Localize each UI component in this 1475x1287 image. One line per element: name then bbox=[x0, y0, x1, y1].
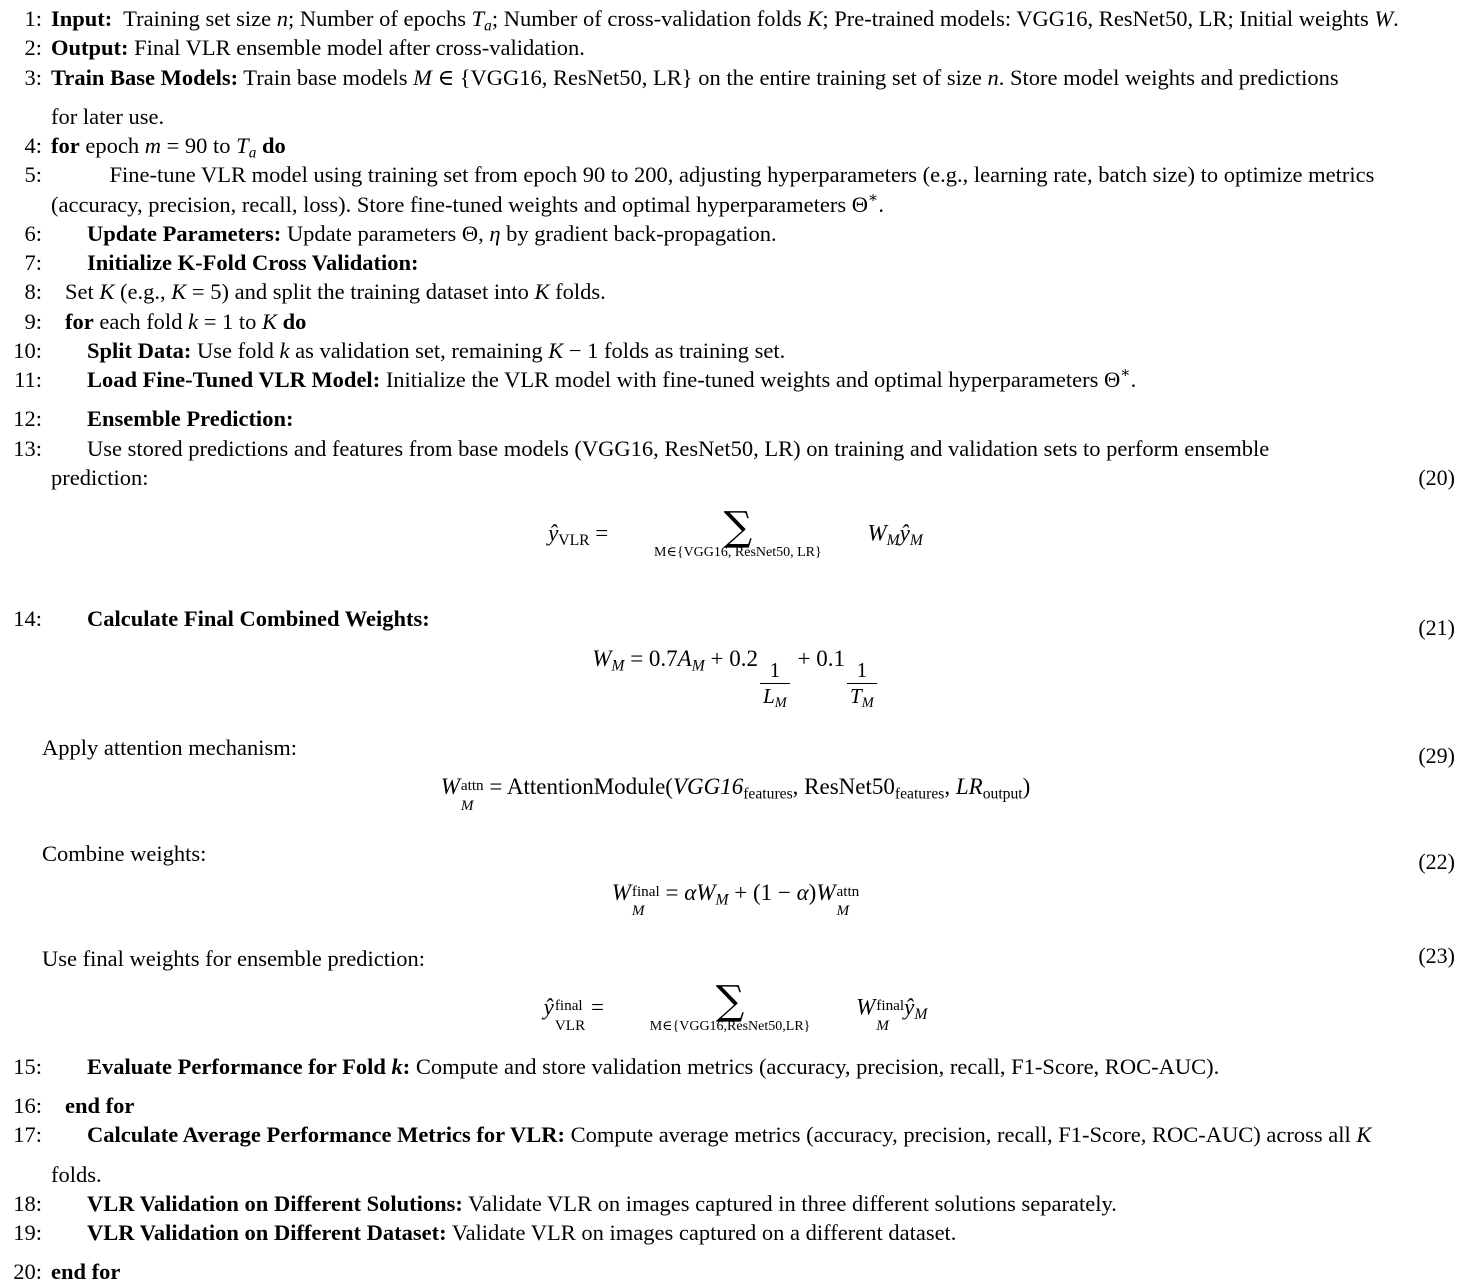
step-number: 19: bbox=[13, 1220, 42, 1246]
spacer bbox=[6, 707, 1465, 733]
algorithm-step-17 bbox=[6, 1120, 1465, 1149]
sum-subscript: M∈{VGG16,ResNet50,LR} bbox=[649, 1018, 811, 1034]
sum-glyph: ∑ bbox=[715, 977, 745, 1024]
algorithm-step-4 bbox=[6, 131, 1465, 160]
sub-sup-final-2: final M bbox=[876, 996, 905, 1034]
step-number: 7: bbox=[24, 250, 42, 275]
algorithm-step-2 bbox=[6, 33, 1465, 62]
equation-number-20: (20) bbox=[1418, 465, 1455, 490]
algorithm-step-10 bbox=[6, 336, 1465, 365]
algorithm-step-13 bbox=[6, 434, 1465, 463]
step-number: 5: bbox=[24, 162, 42, 188]
sub-sup-final: final M bbox=[631, 882, 660, 920]
step-number: 6: bbox=[24, 220, 42, 246]
step-content: Calculate Average Performance Metrics for VLR: Compute average metrics (accuracy, precision, recall, F1-Score, ROC-AUC) across all K bbox=[87, 1122, 1372, 1148]
step-number: 20: bbox=[13, 1259, 42, 1285]
equation-29: W attn M = $AttentionModule(VGG16_{features}$, $ResNet50_{features}$, $LR_{output}$) bbox=[440, 774, 1031, 814]
algorithm-step-11 bbox=[6, 365, 1465, 394]
step-label: end for bbox=[65, 1093, 135, 1119]
step-continuation-text: for later use. bbox=[51, 103, 165, 129]
step-text: Final VLR ensemble model after cross-validation. bbox=[134, 35, 585, 61]
step-number: 12: bbox=[13, 406, 42, 432]
lead-combine-weights: Combine weights: bbox=[42, 840, 207, 866]
algorithm-step-20 bbox=[6, 1257, 1465, 1286]
step-label: Train Base Models: bbox=[51, 64, 239, 90]
spacer bbox=[6, 560, 1465, 586]
step-content: Set K (e.g., K = 5) and split the training dataset into K folds. bbox=[65, 279, 606, 305]
step-number: 9: bbox=[24, 308, 42, 334]
step-label: VLR Validation on Different Solutions: bbox=[87, 1190, 463, 1216]
step-label: for bbox=[65, 308, 94, 334]
step-content: Fine-tune VLR model using training set from epoch 90 to 200, adjusting hyperparameters (e.g., learning rate, batch size) to optimize metrics (accuracy, precision, recall, loss). Store fine-tuned weights and optimal hyperparameters Θ∗. bbox=[51, 162, 1375, 217]
algorithm-step-16 bbox=[6, 1091, 1465, 1120]
spacer bbox=[6, 1247, 1465, 1257]
step-content bbox=[51, 1218, 1465, 1247]
algorithm-step-5 bbox=[6, 160, 1465, 219]
step-number: 17: bbox=[13, 1122, 42, 1148]
step-text: Compute and store validation metrics (accuracy, precision, recall, F1-Score, ROC-AUC). bbox=[415, 1053, 1220, 1079]
step-number: 4: bbox=[24, 133, 42, 158]
algorithm-step-15 bbox=[6, 1052, 1465, 1081]
algorithm-step-12 bbox=[6, 404, 1465, 433]
step-label: Initialize K-Fold Cross Validation: bbox=[87, 250, 419, 275]
lead-use-final-weights: Use final weights for ensemble prediction: bbox=[42, 946, 426, 972]
step-content bbox=[51, 404, 1465, 433]
equation-21: $W_M = 0.7A_M + 0.2$ $\frac{1}{L_M}$ + 0.1 $\frac{1}{T_M}$ bbox=[6, 644, 1465, 707]
step-label: Calculate Final Combined Weights: bbox=[87, 606, 430, 632]
sum-glyph: ∑ bbox=[723, 504, 753, 550]
step-content: for each fold k = 1 to K do bbox=[65, 308, 307, 334]
step-number: 8: bbox=[24, 279, 42, 305]
algorithm-step-3 bbox=[6, 63, 1465, 92]
equation-number-29: (29) bbox=[1418, 743, 1455, 769]
step-label: Split Data: bbox=[87, 337, 192, 363]
step-label: Load Fine-Tuned VLR Model: bbox=[87, 367, 381, 392]
algorithm-step-8 bbox=[6, 277, 1465, 306]
step-number: 2: bbox=[24, 35, 42, 61]
step-content: Load Fine-Tuned VLR Model: Initialize the VLR model with fine-tuned weights and optimal hyperparameters Θ∗. bbox=[87, 364, 1137, 392]
step-number: 15: bbox=[13, 1053, 42, 1079]
step-label: Evaluate Performance for Fold k: bbox=[87, 1053, 411, 1079]
step-number: 14: bbox=[13, 606, 42, 632]
algorithm-step-19 bbox=[6, 1218, 1465, 1247]
spacer bbox=[6, 918, 1465, 944]
fraction-one-over-L: $\frac{1}{L_M}$ bbox=[760, 660, 790, 707]
step-number: 13: bbox=[13, 435, 42, 461]
spacer bbox=[6, 92, 1465, 102]
step-label: VLR Validation on Different Dataset: bbox=[87, 1220, 447, 1246]
fraction-one-over-T: $\frac{1}{T_M}$ bbox=[847, 660, 877, 707]
step-content: Input: Training set size n; Number of epochs $T_a$; Number of cross-validation folds K; Pre-trained models: VGG16, ResNet50, LR; Initial weights W. bbox=[51, 6, 1399, 35]
equation-number-22: (22) bbox=[1418, 848, 1455, 874]
step-content bbox=[51, 1052, 1465, 1081]
algorithm-step-6 bbox=[6, 219, 1465, 248]
sub-sup-attn: attn M bbox=[460, 777, 484, 814]
summation-symbol bbox=[654, 504, 822, 560]
step-label: for bbox=[51, 133, 80, 158]
step-continuation-text: folds. bbox=[51, 1161, 102, 1187]
step-number: 16: bbox=[13, 1093, 42, 1119]
equation-22: W final M = $\alpha W_M + (1 - \alpha)W$ attn M bbox=[611, 879, 860, 920]
equation-20: $ŷ_{VLR}$ = ∑ M∈{VGG16, ResNet50, LR} $W_Mŷ_M$ bbox=[548, 504, 923, 560]
step-text: Validate VLR on images captured on a different dataset. bbox=[451, 1220, 957, 1246]
step-content bbox=[51, 604, 1465, 633]
spacer bbox=[6, 634, 1465, 644]
step-content bbox=[51, 1091, 1465, 1120]
sub-sup-attn-2: attn M bbox=[836, 882, 860, 920]
step-content bbox=[51, 1189, 1465, 1218]
step-content bbox=[51, 1257, 1465, 1286]
sum-subscript: M∈{VGG16, ResNet50, LR} bbox=[654, 545, 822, 560]
lead-apply-attention: Apply attention mechanism: bbox=[42, 735, 297, 761]
step-number: 11: bbox=[14, 367, 42, 392]
step-content: Update Parameters: Update parameters Θ, η by gradient back-propagation. bbox=[87, 220, 777, 246]
algorithm-step-7 bbox=[6, 248, 1465, 277]
step-label: Ensemble Prediction: bbox=[87, 406, 294, 432]
step-number: 18: bbox=[13, 1190, 42, 1216]
step-content bbox=[51, 248, 1465, 277]
algorithm-step-1 bbox=[6, 4, 1465, 33]
spacer bbox=[6, 394, 1465, 404]
step-number: 1: bbox=[24, 6, 42, 31]
step-content: Train Base Models: Train base models M ∈ {VGG16, ResNet50, LR} on the entire training set of size n. Store model weights and predictions bbox=[51, 64, 1339, 90]
spacer bbox=[6, 813, 1465, 839]
step-label: Calculate Average Performance Metrics for VLR: bbox=[87, 1122, 565, 1148]
spacer bbox=[6, 868, 1465, 878]
step-number: 3: bbox=[24, 64, 42, 90]
step-label: Output: bbox=[51, 35, 129, 61]
spacer bbox=[6, 586, 1465, 604]
step-continuation-text: prediction: bbox=[51, 464, 149, 490]
step-content: Use stored predictions and features from base models (VGG16, ResNet50, LR) on training and validation sets to perform ensemble bbox=[87, 435, 1270, 461]
algorithm-step-13-continuation bbox=[6, 463, 1465, 492]
algorithm-step-14 bbox=[6, 604, 1465, 633]
summation-symbol-2 bbox=[649, 977, 811, 1034]
spacer bbox=[6, 1081, 1465, 1091]
step-content: for epoch m = 90 to $T_a$ do bbox=[51, 133, 286, 162]
spacer bbox=[6, 1034, 1465, 1052]
algorithm-step-18 bbox=[6, 1189, 1465, 1218]
step-content: Split Data: Use fold k as validation set, remaining K − 1 folds as training set. bbox=[87, 337, 786, 363]
step-label: end for bbox=[51, 1259, 121, 1285]
equation-23: ŷ final VLR = ∑ M∈{VGG16,ResNet50,LR} W final M $ŷ_M$ bbox=[543, 977, 928, 1034]
sub-sup-final-yhat: final VLR bbox=[554, 996, 586, 1034]
step-label: Input: bbox=[51, 6, 113, 31]
step-content bbox=[51, 33, 1465, 62]
algorithm-step-17-continuation bbox=[6, 1160, 1465, 1189]
step-label: Update Parameters: bbox=[87, 220, 282, 246]
step-number: 10: bbox=[13, 337, 42, 363]
spacer bbox=[6, 762, 1465, 772]
algorithm-step-3-continuation bbox=[6, 102, 1465, 131]
algorithm-step-9 bbox=[6, 307, 1465, 336]
equation-number-21: (21) bbox=[1418, 614, 1455, 640]
step-text: Validate VLR on images captured in three different solutions separately. bbox=[468, 1190, 1117, 1216]
spacer bbox=[6, 1150, 1465, 1160]
equation-number-23: (23) bbox=[1418, 942, 1455, 968]
